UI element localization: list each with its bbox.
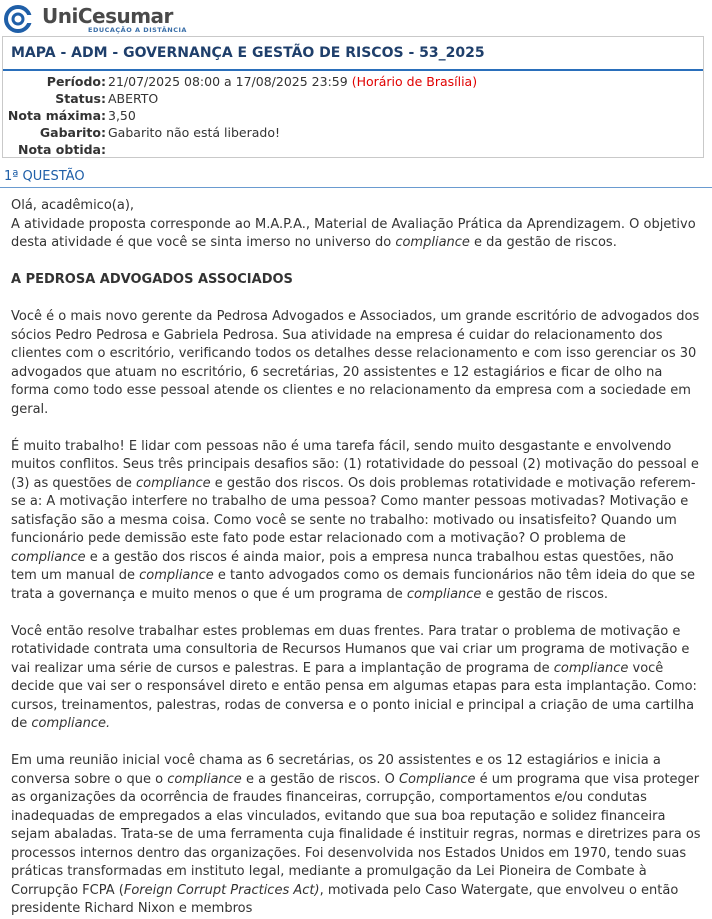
nota-maxima-value: 3,50: [108, 108, 136, 123]
title-divider: [3, 69, 703, 71]
paragraph-2: É muito trabalho! E lidar com pessoas não é uma tarefa fácil, sendo muito desgastante e envolvendo muitos conflitos. Seus três principais desafios são: (1) rotatividade do pessoal (2) motivação do pessoal e (3) as questões de compliance e gestão dos riscos. Os dois problemas rotatividade e motivação referem-se a: A motivação interfere no trabalho de uma pessoa? Como manter pessoas motivadas? Motivação e satisfação são a mesma coisa. Como você se sente no trabalho: motivado ou insatisfeito? Quando um funcionário pede demissão este fato pode estar relacionado com a motivação? O problema de compliance e a gestão dos riscos é ainda maior, pois a empresa nunca trabalhou estas questões, não tem um manual de compliance e tanto advogados como os demais funcionários não têm ideia do que se trata a governança e muito menos o que é um programa de compliance e gestão de riscos.: [11, 438, 699, 602]
greeting: Olá, acadêmico(a),: [11, 198, 135, 213]
periodo-label: Período:: [46, 74, 106, 89]
periodo-row: [3, 73, 703, 90]
status-label: Status:: [55, 91, 106, 106]
gabarito-row: [3, 124, 703, 141]
activity-info: [3, 73, 703, 158]
periodo-value: 21/07/2025 08:00 a 17/08/2025 23:59 (Horário de Brasília): [108, 74, 478, 89]
nota-maxima-row: [3, 107, 703, 124]
paragraph-1: Você é o mais novo gerente da Pedrosa Advogados e Associados, um grande escritório de advogados dos sócios Pedro Pedrosa e Gabriela Pedrosa. Sua atividade na empresa é cuidar do relacionamento dos clientes com o escritório, verificando todos os detalhes desse relacionamento e com isso gerenciar os 30 advogados que atuam no escritório, 6 secretárias, 20 assistentes e 12 estagiários e ficar de olho na forma como todo esse pessoal atende os clientes e no relacionamento da empresa com a sociedade em geral.: [11, 309, 700, 417]
logo-brand-text: UniCesumar: [42, 4, 173, 28]
gabarito-value: Gabarito não está liberado!: [108, 125, 280, 140]
nota-obtida-row: [3, 141, 703, 158]
section-heading: A PEDROSA ADVOGADOS ASSOCIADOS: [11, 272, 293, 287]
activity-title: MAPA - ADM - GOVERNANÇA E GESTÃO DE RISCOS - 53_2025: [11, 45, 485, 61]
status-row: [3, 90, 703, 107]
unicesumar-logo: [4, 4, 204, 34]
question-title: 1ª QUESTÃO: [4, 169, 85, 184]
timezone-note: (Horário de Brasília): [351, 74, 478, 89]
question-divider: [0, 187, 712, 188]
paragraph-3: Você então resolve trabalhar estes problemas em duas frentes. Para tratar o problema de motivação e rotatividade contrata uma consultoria de Recursos Humanos que vai criar um programa de motivação e vai realizar uma série de cursos e palestras. E para a implantação de programa de compliance você decide que vai ser o responsável direto e então pensa em algumas etapas para esta implantação. Como: cursos, treinamentos, palestras, rodas de conversa e o ponto inicial e principal a criação de uma cartilha de compliance.: [11, 623, 697, 731]
gabarito-label: Gabarito:: [39, 125, 106, 140]
intro-paragraph: A atividade proposta corresponde ao M.A.P.A., Material de Avaliação Prática da Aprendizagem. O objetivo desta atividade é que você se sinta imerso no universo do compliance e da gestão de riscos.: [11, 216, 696, 250]
paragraph-4: Em uma reunião inicial você chama as 6 secretárias, os 20 assistentes e os 12 estagiários e inicia a conversa sobre o que o compliance e a gestão de riscos. O Compliance é um programa que visa proteger as organizações da ocorrência de fraudes financeiras, corrupção, comportamentos e/ou condutas inadequadas de empregados a elas vinculados, evitando que sua boa reputação e solidez financeira sejam abaladas. Trata-se de uma ferramenta cuja finalidade é instituir regras, normas e diretrizes para os processos internos dentro das organizações. Foi desenvolvida nos Estados Unidos em 1970, tendo suas práticas transformadas em instituto legal, mediante a promulgação da Lei Pioneira de Combate à Corrupção FCPA (Foreign Corrupt Practices Act), motivada pelo Caso Watergate, que envolveu o então presidente Richard Nixon e membros: [11, 753, 701, 916]
activity-header: [2, 36, 704, 158]
nota-obtida-label: Nota obtida:: [18, 142, 106, 157]
status-value: ABERTO: [108, 91, 159, 106]
unicesumar-logo-icon: [4, 5, 36, 33]
nota-maxima-label: Nota máxima:: [7, 108, 106, 123]
logo-subtitle: EDUCAÇÃO A DISTÂNCIA: [88, 26, 187, 34]
question-body: [11, 197, 703, 919]
